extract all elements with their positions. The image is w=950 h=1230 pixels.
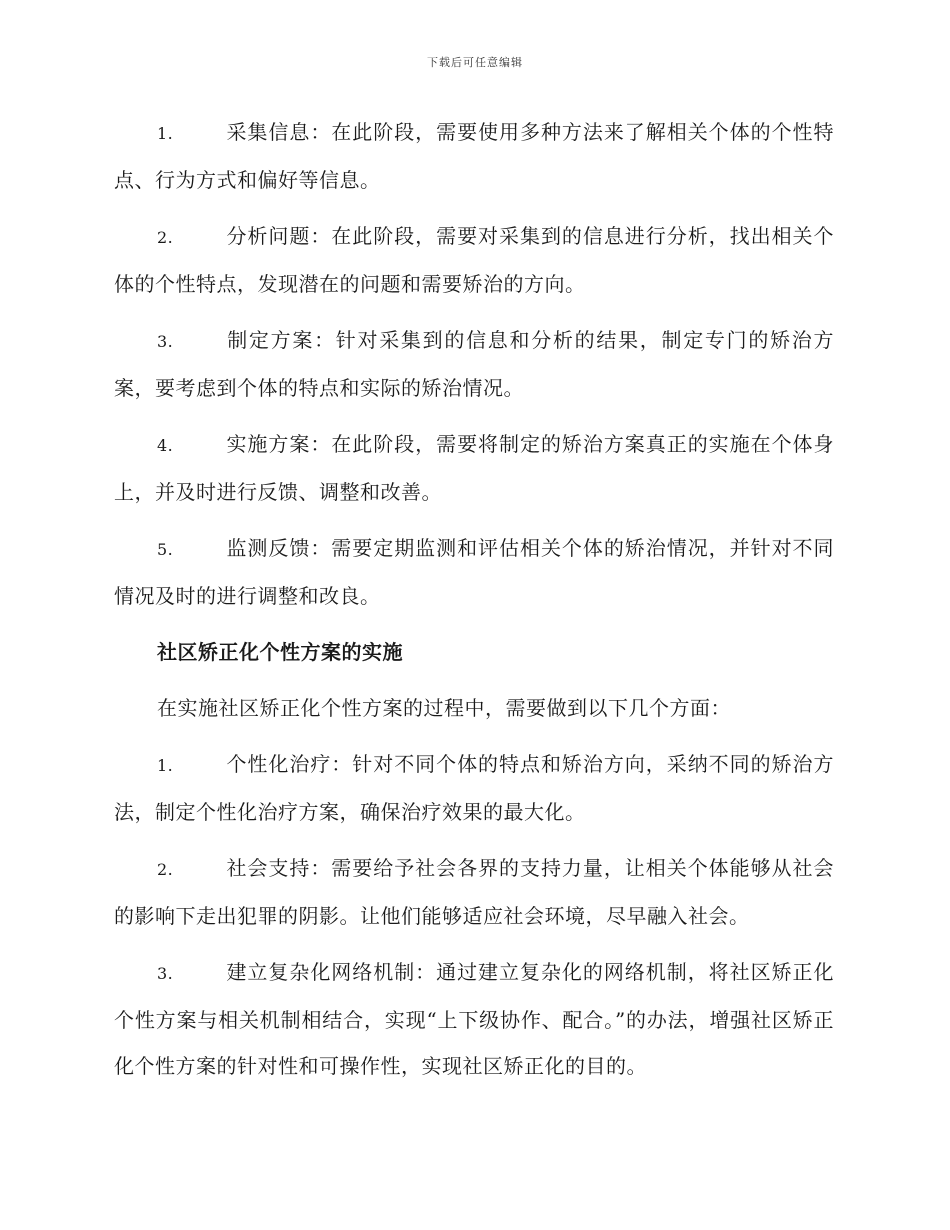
list-item-text: 监测反馈：需要定期监测和评估相关个体的矫治情况，并针对不同情况及时的进行调整和改良。	[114, 536, 834, 608]
list-item	[114, 109, 834, 203]
list-item-number: 3.	[157, 332, 174, 351]
list-item-text: 制定方案：针对采集到的信息和分析的结果，制定专门的矫治方案，要考虑到个体的特点和实际的矫治情况。	[114, 328, 834, 400]
list-item-number: 1.	[157, 124, 174, 143]
list-item-number: 2.	[157, 860, 174, 879]
list-item-text: 个性化治疗：针对不同个体的特点和矫治方向，采纳不同的矫治方法，制定个性化治疗方案，确保治疗效果的最大化。	[114, 752, 834, 824]
list-item	[114, 845, 834, 939]
list-item-text: 实施方案：在此阶段，需要将制定的矫治方案真正的实施在个体身上，并及时进行反馈、调整和改善。	[114, 432, 834, 504]
list-item	[114, 741, 834, 835]
list-item-text: 社会支持：需要给予社会各界的支持力量，让相关个体能够从社会的影响下走出犯罪的阴影。让他们能够适应社会环境，尽早融入社会。	[114, 856, 834, 928]
page-header: 下载后可任意编辑	[427, 56, 523, 69]
list-item	[114, 317, 834, 411]
document-body	[114, 109, 834, 1099]
list-item-number: 5.	[157, 540, 174, 559]
list-item-number: 3.	[157, 964, 174, 983]
list-item-text: 建立复杂化网络机制：通过建立复杂化的网络机制，将社区矫正化个性方案与相关机制相结合，实现“上下级协作、配合。”的办法，增强社区矫正化个性方案的针对性和可操作性，实现社区矫正化的目的。	[114, 960, 834, 1078]
list-item	[114, 525, 834, 619]
list-item	[114, 213, 834, 307]
list-item	[114, 421, 834, 515]
list-item-number: 4.	[157, 436, 174, 455]
list-item-text: 分析问题：在此阶段，需要对采集到的信息进行分析，找出相关个体的个性特点，发现潜在的问题和需要矫治的方向。	[114, 224, 834, 296]
section-heading: 社区矫正化个性方案的实施	[157, 640, 403, 664]
list-item-number: 2.	[157, 228, 174, 247]
section-intro: 在实施社区矫正化个性方案的过程中，需要做到以下几个方面：	[157, 696, 731, 720]
list-item-number: 1.	[157, 756, 174, 775]
list-item	[114, 949, 834, 1089]
list-item-text: 采集信息：在此阶段，需要使用多种方法来了解相关个体的个性特点、行为方式和偏好等信息。	[114, 120, 834, 192]
